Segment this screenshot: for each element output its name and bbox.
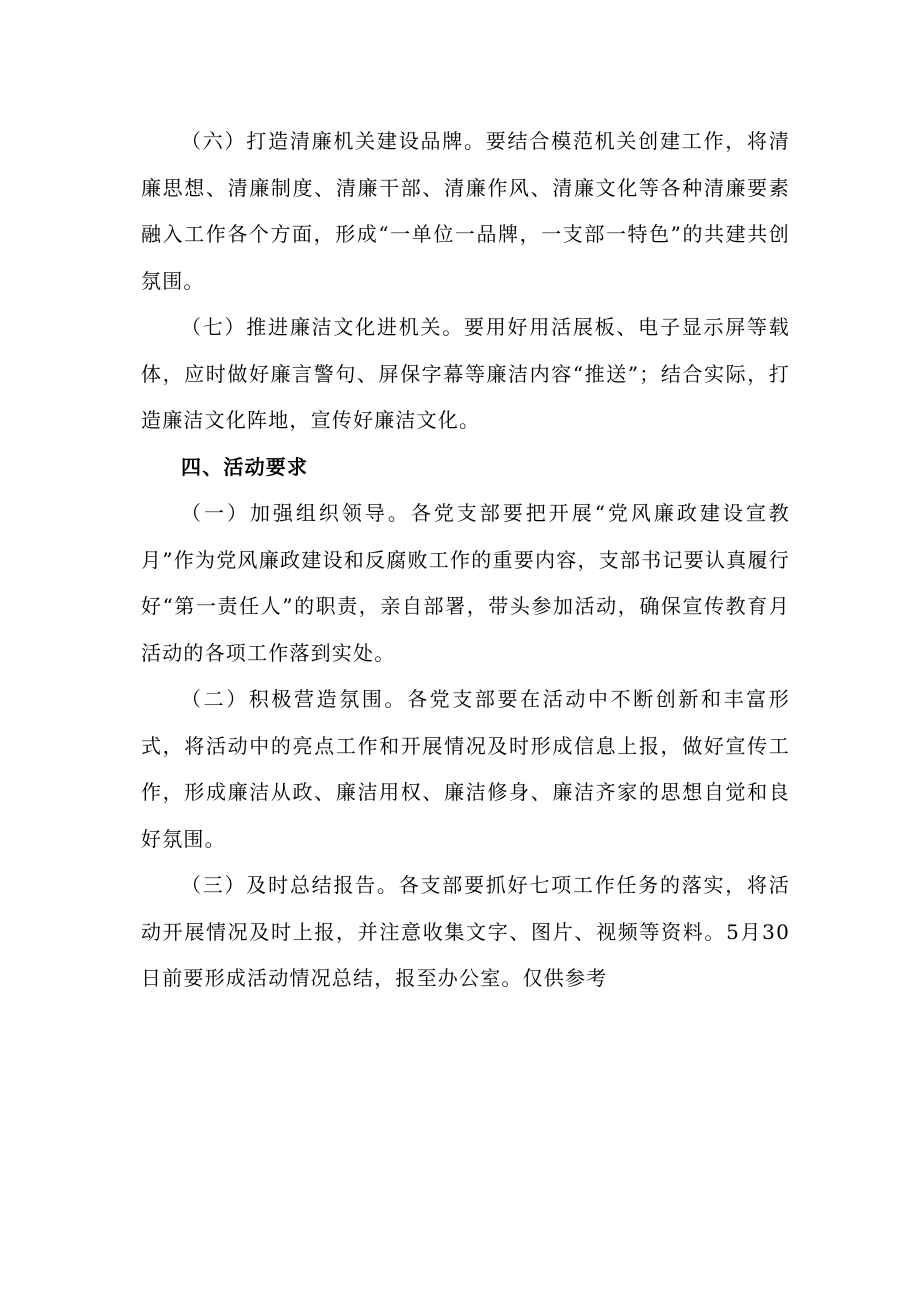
paragraph-7: （七）推进廉洁文化进机关。要用好用活展板、电子显示屏等载体，应时做好廉言警句、屏保字幕等廉洁内容“推送”；结合实际，打造廉洁文化阵地，宣传好廉洁文化。 xyxy=(141,315,790,432)
paragraph-req-3: （三）及时总结报告。各支部要抓好七项工作任务的落实，将活动开展情况及时上报，并注意收集文字、图片、视频等资料。5月30日前要形成活动情况总结，报至办公室。仅供参考 xyxy=(141,873,790,990)
paragraph-6: （六）打造清廉机关建设品牌。要结合模范机关创建工作，将清廉思想、清廉制度、清廉干部、清廉作风、清廉文化等各种清廉要素融入工作各个方面，形成“一单位一品牌，一支部一特色”的共建共创氛围。 xyxy=(141,129,790,293)
paragraph-req-1: （一）加强组织领导。各党支部要把开展“党风廉政建设宣教月”作为党风廉政建设和反腐败工作的重要内容，支部书记要认真履行好“第一责任人”的职责，亲自部署，带头参加活动，确保宣传教育月活动的各项工作落到实处。 xyxy=(141,501,790,665)
section-heading: 四、活动要求 xyxy=(181,454,309,479)
paragraph-req-2: （二）积极营造氛围。各党支部要在活动中不断创新和丰富形式，将活动中的亮点工作和开展情况及时形成信息上报，做好宣传工作，形成廉洁从政、廉洁用权、廉洁修身、廉洁齐家的思想自觉和良好氛围。 xyxy=(141,687,790,851)
